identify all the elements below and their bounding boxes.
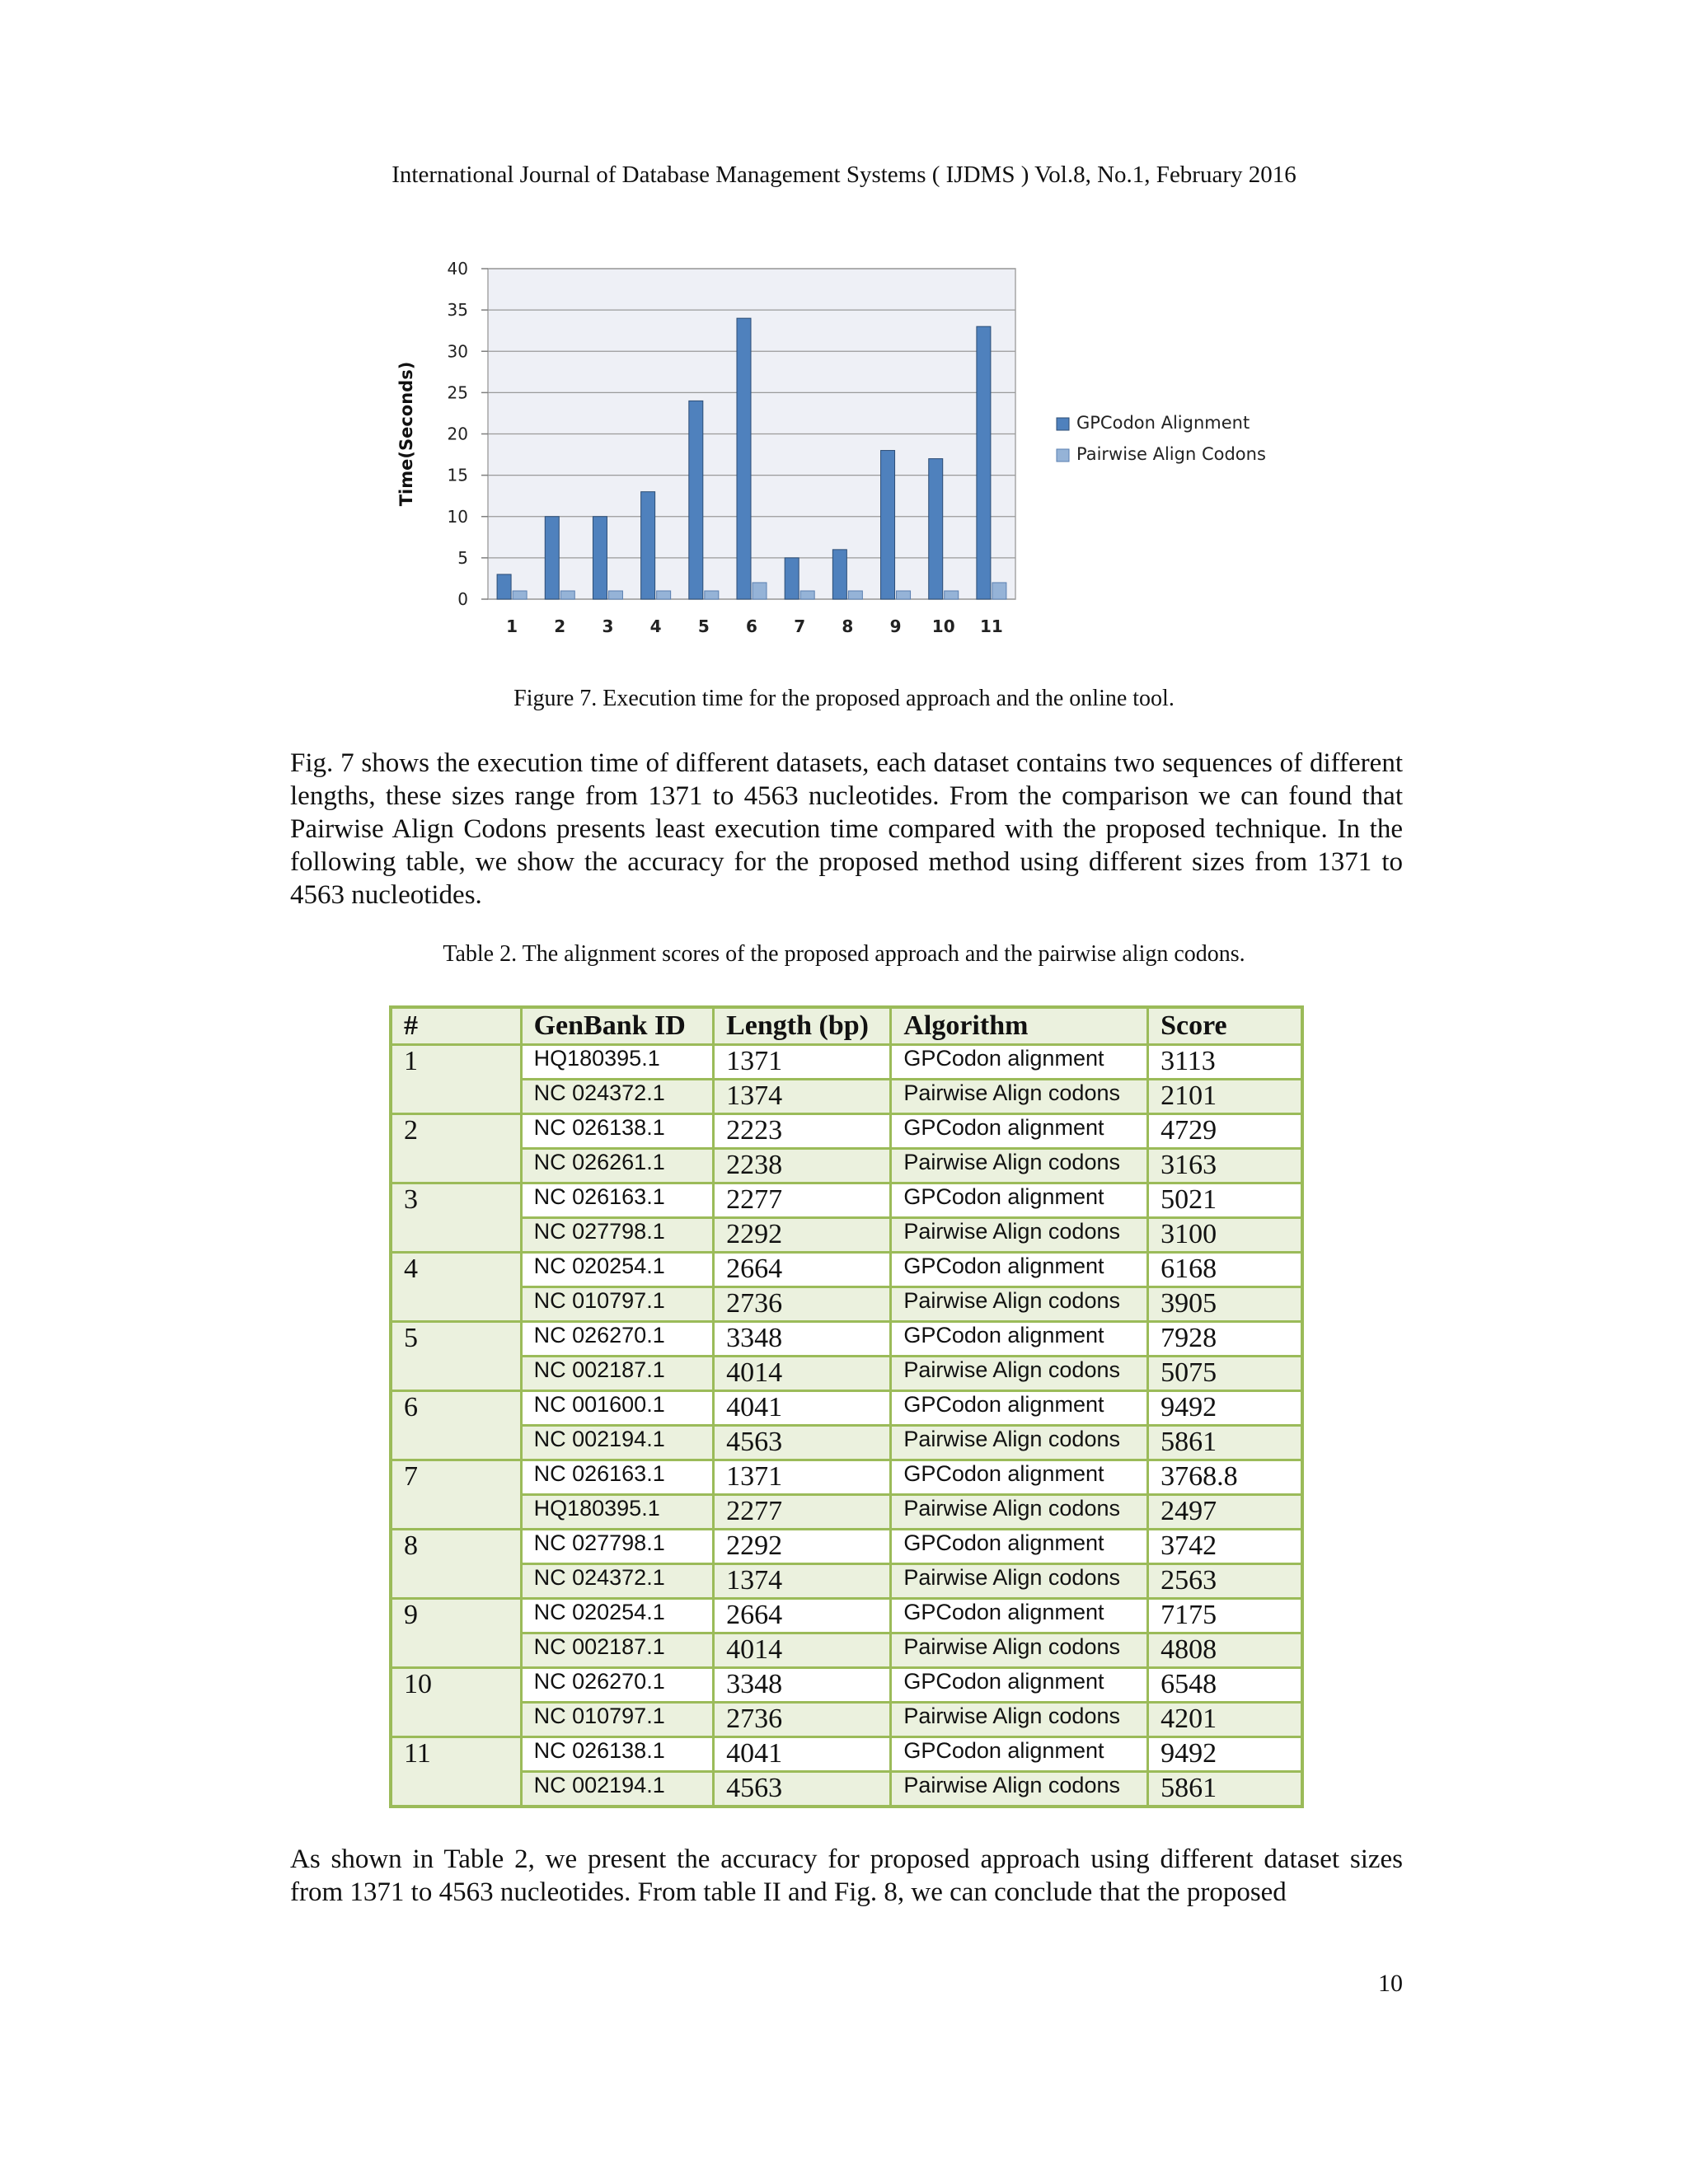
genbank-id-cell: NC 002194.1 bbox=[521, 1772, 714, 1807]
algorithm-cell: GPCodon alignment bbox=[891, 1183, 1148, 1218]
y-axis-title: Time(Seconds) bbox=[396, 361, 416, 507]
y-tick-label: 10 bbox=[447, 506, 468, 527]
row-index: 7 bbox=[391, 1460, 521, 1530]
table-row bbox=[391, 1045, 1302, 1080]
x-tick-label: 3 bbox=[602, 616, 614, 636]
page-number: 10 bbox=[1378, 1970, 1403, 1997]
score-cell: 5021 bbox=[1148, 1183, 1302, 1218]
bar-gpcodon-9 bbox=[881, 451, 895, 599]
bar-gpcodon-8 bbox=[832, 550, 846, 599]
execution-time-chart bbox=[387, 252, 1327, 640]
row-index: 1 bbox=[391, 1045, 521, 1114]
algorithm-cell: Pairwise Align codons bbox=[891, 1772, 1148, 1807]
x-tick-label: 10 bbox=[931, 616, 955, 636]
bar-gpcodon-4 bbox=[641, 492, 655, 599]
algorithm-cell: Pairwise Align codons bbox=[891, 1495, 1148, 1530]
bar-pairwise-6 bbox=[753, 583, 767, 599]
algorithm-cell: GPCodon alignment bbox=[891, 1253, 1148, 1287]
score-cell: 5861 bbox=[1148, 1772, 1302, 1807]
length-cell: 3348 bbox=[714, 1668, 891, 1703]
score-cell: 7928 bbox=[1148, 1322, 1302, 1357]
genbank-id-cell: NC 002187.1 bbox=[521, 1357, 714, 1391]
score-cell: 6548 bbox=[1148, 1668, 1302, 1703]
algorithm-cell: GPCodon alignment bbox=[891, 1391, 1148, 1426]
genbank-id-cell: NC 002187.1 bbox=[521, 1633, 714, 1668]
length-cell: 4041 bbox=[714, 1391, 891, 1426]
table-row bbox=[391, 1114, 1302, 1149]
row-index: 11 bbox=[391, 1737, 521, 1807]
score-cell: 2497 bbox=[1148, 1495, 1302, 1530]
alignment-scores-table bbox=[389, 1005, 1304, 1808]
bar-pairwise-11 bbox=[992, 583, 1006, 599]
length-cell: 2292 bbox=[714, 1530, 891, 1564]
score-cell: 5075 bbox=[1148, 1357, 1302, 1391]
genbank-id-cell: NC 027798.1 bbox=[521, 1530, 714, 1564]
score-cell: 3113 bbox=[1148, 1045, 1302, 1080]
genbank-id-cell: NC 026163.1 bbox=[521, 1460, 714, 1495]
score-cell: 4808 bbox=[1148, 1633, 1302, 1668]
score-cell: 7175 bbox=[1148, 1599, 1302, 1633]
table-row bbox=[391, 1218, 1302, 1253]
length-cell: 2277 bbox=[714, 1495, 891, 1530]
genbank-id-cell: NC 026261.1 bbox=[521, 1149, 714, 1183]
genbank-id-cell: NC 002194.1 bbox=[521, 1426, 714, 1460]
score-cell: 9492 bbox=[1148, 1391, 1302, 1426]
score-cell: 3742 bbox=[1148, 1530, 1302, 1564]
genbank-id-cell: NC 026138.1 bbox=[521, 1114, 714, 1149]
table-row bbox=[391, 1149, 1302, 1183]
algorithm-cell: GPCodon alignment bbox=[891, 1045, 1148, 1080]
bar-gpcodon-6 bbox=[737, 318, 751, 599]
bar-gpcodon-11 bbox=[977, 326, 991, 599]
length-cell: 4041 bbox=[714, 1737, 891, 1772]
genbank-id-cell: HQ180395.1 bbox=[521, 1495, 714, 1530]
length-cell: 2292 bbox=[714, 1218, 891, 1253]
header-genbank-id: GenBank ID bbox=[521, 1007, 714, 1045]
row-index: 8 bbox=[391, 1530, 521, 1599]
legend-entry: Pairwise Align Codons bbox=[1076, 444, 1266, 464]
legend-swatch bbox=[1057, 449, 1069, 462]
genbank-id-cell: NC 026163.1 bbox=[521, 1183, 714, 1218]
length-cell: 1371 bbox=[714, 1460, 891, 1495]
length-cell: 2664 bbox=[714, 1253, 891, 1287]
y-tick-label: 30 bbox=[447, 341, 468, 362]
algorithm-cell: Pairwise Align codons bbox=[891, 1218, 1148, 1253]
table-row bbox=[391, 1495, 1302, 1530]
score-cell: 3768.8 bbox=[1148, 1460, 1302, 1495]
y-tick-label: 40 bbox=[447, 259, 468, 279]
length-cell: 2277 bbox=[714, 1183, 891, 1218]
length-cell: 1371 bbox=[714, 1045, 891, 1080]
table-row bbox=[391, 1599, 1302, 1633]
length-cell: 2238 bbox=[714, 1149, 891, 1183]
bar-pairwise-7 bbox=[800, 591, 814, 599]
running-header: International Journal of Database Management Systems ( IJDMS ) Vol.8, No.1, February 2016 bbox=[392, 162, 1296, 188]
algorithm-cell: GPCodon alignment bbox=[891, 1530, 1148, 1564]
genbank-id-cell: NC 010797.1 bbox=[521, 1703, 714, 1737]
genbank-id-cell: NC 024372.1 bbox=[521, 1080, 714, 1114]
algorithm-cell: GPCodon alignment bbox=[891, 1114, 1148, 1149]
table-row bbox=[391, 1357, 1302, 1391]
bar-gpcodon-1 bbox=[497, 574, 511, 599]
row-index: 6 bbox=[391, 1391, 521, 1460]
table-row bbox=[391, 1703, 1302, 1737]
score-cell: 3905 bbox=[1148, 1287, 1302, 1322]
score-cell: 2563 bbox=[1148, 1564, 1302, 1599]
table-caption: Table 2. The alignment scores of the proposed approach and the pairwise align codons. bbox=[443, 941, 1245, 967]
y-tick-label: 15 bbox=[447, 465, 468, 485]
x-tick-label: 2 bbox=[554, 616, 566, 636]
bar-pairwise-9 bbox=[897, 591, 911, 599]
score-cell: 3100 bbox=[1148, 1218, 1302, 1253]
body-paragraph-1: Fig. 7 shows the execution time of different datasets, each dataset contains two sequences of different lengths, these sizes range from 1371 to 4563 nucleotides. From the comparison we can found that Pairwise Align Codons presents least execution time compared with the proposed technique. In the following table, we show the accuracy for the proposed method using different sizes from 1371 to 4563 nucleotides. bbox=[290, 748, 1403, 910]
genbank-id-cell: NC 001600.1 bbox=[521, 1391, 714, 1426]
bar-pairwise-4 bbox=[657, 591, 671, 599]
table-row bbox=[391, 1772, 1302, 1807]
y-tick-label: 20 bbox=[447, 424, 468, 444]
length-cell: 2736 bbox=[714, 1703, 891, 1737]
length-cell: 4563 bbox=[714, 1772, 891, 1807]
y-tick-label: 25 bbox=[447, 382, 468, 403]
legend-swatch bbox=[1057, 418, 1069, 430]
row-index: 3 bbox=[391, 1183, 521, 1253]
score-cell: 2101 bbox=[1148, 1080, 1302, 1114]
table-row bbox=[391, 1564, 1302, 1599]
bar-gpcodon-3 bbox=[593, 517, 607, 599]
length-cell: 2736 bbox=[714, 1287, 891, 1322]
algorithm-cell: Pairwise Align codons bbox=[891, 1633, 1148, 1668]
algorithm-cell: GPCodon alignment bbox=[891, 1460, 1148, 1495]
algorithm-cell: Pairwise Align codons bbox=[891, 1357, 1148, 1391]
bar-gpcodon-7 bbox=[785, 558, 799, 599]
header-score: Score bbox=[1148, 1007, 1302, 1045]
score-cell: 4729 bbox=[1148, 1114, 1302, 1149]
y-tick-label: 0 bbox=[457, 589, 468, 609]
score-cell: 4201 bbox=[1148, 1703, 1302, 1737]
x-tick-label: 6 bbox=[746, 616, 757, 636]
bar-gpcodon-5 bbox=[689, 401, 703, 599]
algorithm-cell: Pairwise Align codons bbox=[891, 1426, 1148, 1460]
genbank-id-cell: NC 026270.1 bbox=[521, 1668, 714, 1703]
bar-pairwise-1 bbox=[513, 591, 527, 599]
algorithm-cell: Pairwise Align codons bbox=[891, 1564, 1148, 1599]
genbank-id-cell: NC 020254.1 bbox=[521, 1253, 714, 1287]
length-cell: 2664 bbox=[714, 1599, 891, 1633]
table-row bbox=[391, 1426, 1302, 1460]
x-tick-label: 5 bbox=[697, 616, 710, 636]
score-cell: 5861 bbox=[1148, 1426, 1302, 1460]
algorithm-cell: Pairwise Align codons bbox=[891, 1149, 1148, 1183]
x-tick-label: 9 bbox=[889, 616, 902, 636]
algorithm-cell: Pairwise Align codons bbox=[891, 1080, 1148, 1114]
y-tick-label: 35 bbox=[447, 300, 468, 321]
length-cell: 4014 bbox=[714, 1357, 891, 1391]
bar-pairwise-10 bbox=[945, 591, 959, 599]
length-cell: 4563 bbox=[714, 1426, 891, 1460]
algorithm-cell: Pairwise Align codons bbox=[891, 1703, 1148, 1737]
header-index: # bbox=[391, 1007, 521, 1045]
row-index: 10 bbox=[391, 1668, 521, 1737]
score-cell: 3163 bbox=[1148, 1149, 1302, 1183]
genbank-id-cell: NC 024372.1 bbox=[521, 1564, 714, 1599]
row-index: 9 bbox=[391, 1599, 521, 1668]
genbank-id-cell: NC 010797.1 bbox=[521, 1287, 714, 1322]
table-row bbox=[391, 1287, 1302, 1322]
genbank-id-cell: NC 026138.1 bbox=[521, 1737, 714, 1772]
table-header-row bbox=[391, 1007, 1302, 1045]
x-tick-label: 4 bbox=[649, 616, 662, 636]
length-cell: 1374 bbox=[714, 1564, 891, 1599]
table-row bbox=[391, 1322, 1302, 1357]
bar-pairwise-2 bbox=[560, 591, 574, 599]
row-index: 2 bbox=[391, 1114, 521, 1183]
x-tick-label: 1 bbox=[506, 616, 518, 636]
bar-gpcodon-2 bbox=[545, 517, 559, 599]
algorithm-cell: GPCodon alignment bbox=[891, 1599, 1148, 1633]
table-row bbox=[391, 1183, 1302, 1218]
table-row bbox=[391, 1080, 1302, 1114]
table-row bbox=[391, 1530, 1302, 1564]
bar-gpcodon-10 bbox=[929, 459, 943, 599]
algorithm-cell: GPCodon alignment bbox=[891, 1737, 1148, 1772]
genbank-id-cell: HQ180395.1 bbox=[521, 1045, 714, 1080]
table-row bbox=[391, 1253, 1302, 1287]
table-row bbox=[391, 1668, 1302, 1703]
table-body bbox=[391, 1045, 1302, 1807]
length-cell: 3348 bbox=[714, 1322, 891, 1357]
length-cell: 2223 bbox=[714, 1114, 891, 1149]
algorithm-cell: GPCodon alignment bbox=[891, 1322, 1148, 1357]
length-cell: 1374 bbox=[714, 1080, 891, 1114]
x-tick-label: 8 bbox=[842, 616, 854, 636]
x-tick-label: 7 bbox=[794, 616, 806, 636]
score-cell: 9492 bbox=[1148, 1737, 1302, 1772]
length-cell: 4014 bbox=[714, 1633, 891, 1668]
table-row bbox=[391, 1737, 1302, 1772]
row-index: 4 bbox=[391, 1253, 521, 1322]
algorithm-cell: Pairwise Align codons bbox=[891, 1287, 1148, 1322]
table-row bbox=[391, 1633, 1302, 1668]
legend-entry: GPCodon Alignment bbox=[1076, 413, 1250, 433]
x-tick-label: 11 bbox=[979, 616, 1003, 636]
header-algorithm: Algorithm bbox=[891, 1007, 1148, 1045]
y-tick-label: 5 bbox=[457, 547, 468, 568]
bar-pairwise-3 bbox=[608, 591, 622, 599]
header-length: Length (bp) bbox=[714, 1007, 891, 1045]
score-cell: 6168 bbox=[1148, 1253, 1302, 1287]
body-paragraph-2: As shown in Table 2, we present the accuracy for proposed approach using different dataset sizes from 1371 to 4563 nucleotides. From table II and Fig. 8, we can conclude that the proposed bbox=[290, 1844, 1403, 1907]
genbank-id-cell: NC 027798.1 bbox=[521, 1218, 714, 1253]
genbank-id-cell: NC 020254.1 bbox=[521, 1599, 714, 1633]
genbank-id-cell: NC 026270.1 bbox=[521, 1322, 714, 1357]
table-row bbox=[391, 1391, 1302, 1426]
row-index: 5 bbox=[391, 1322, 521, 1391]
figure-caption: Figure 7. Execution time for the proposed approach and the online tool. bbox=[513, 686, 1175, 711]
bar-pairwise-8 bbox=[848, 591, 862, 599]
table-row bbox=[391, 1460, 1302, 1495]
bar-pairwise-5 bbox=[705, 591, 719, 599]
algorithm-cell: GPCodon alignment bbox=[891, 1668, 1148, 1703]
